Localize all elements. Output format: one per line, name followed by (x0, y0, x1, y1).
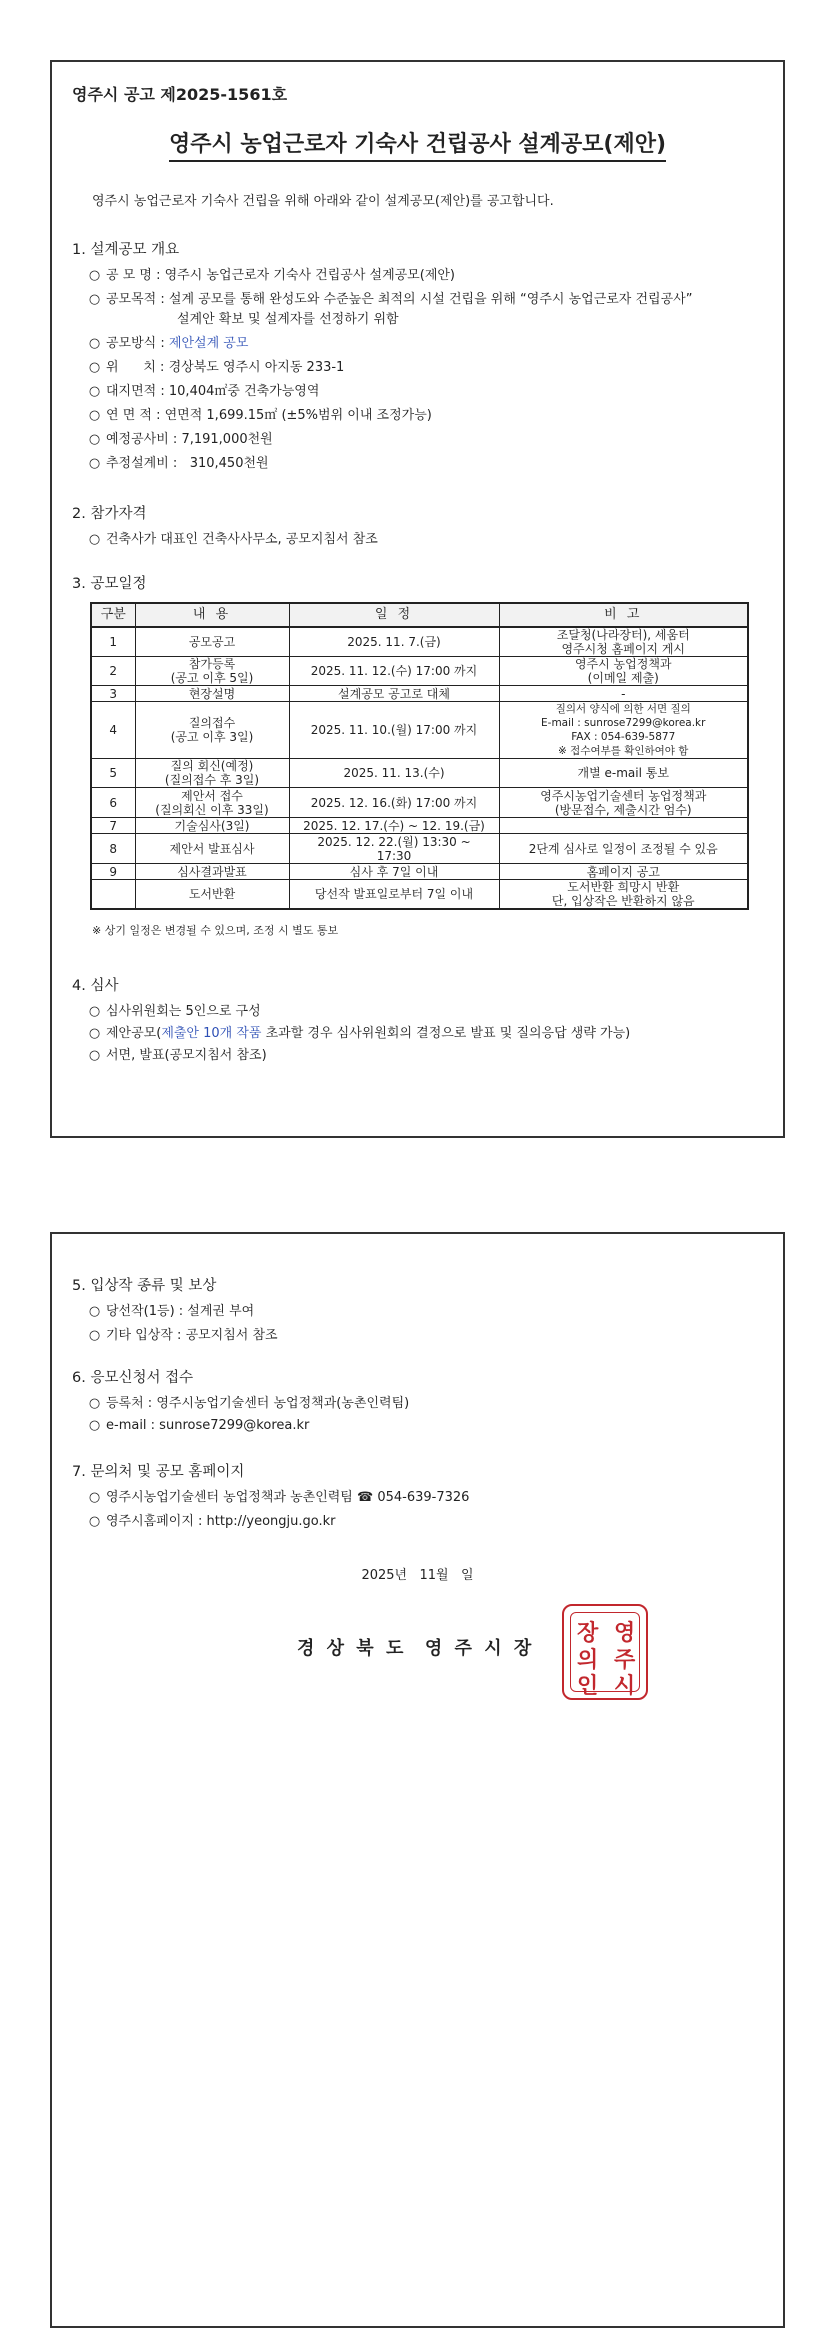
row-remarks-line: 2단계 심사로 일정이 조정될 수 있음 (528, 841, 718, 856)
issue-date: 2025년 11월 일 (361, 1568, 474, 1583)
table-row (91, 788, 748, 818)
row-content-line: 제안서 접수 (181, 788, 243, 803)
overview-item-construction-cost: ○ 예정공사비 : 7,191,000천원 (88, 432, 273, 447)
review-item-proposal: ○ 제안공모(제출안 10개 작품 초과할 경우 심사위원회의 결정으로 발표 및 질의응답 생략 가능) (88, 1026, 631, 1041)
document-page-1 (50, 60, 785, 1138)
overview-item-method: ○ 공모방식 : 제안설계 공모 (88, 336, 249, 351)
section-5-heading: 5. 입상작 종류 및 보상 (72, 1278, 217, 1294)
row-content (135, 702, 289, 759)
row-remarks-line: (이메일 제출) (587, 671, 659, 685)
intro-paragraph: 영주시 농업근로자 기숙사 건립을 위해 아래와 같이 설계공모(제안)를 공고합니다. (92, 194, 554, 209)
row-content-line: 공모공고 (188, 635, 236, 649)
row-content-line: 현장설명 (188, 686, 236, 701)
row-remarks-line: 개별 e-mail 통보 (577, 766, 669, 780)
row-content-line: (질의접수 후 3일) (164, 773, 260, 787)
row-schedule-line: 설계공모 공고로 대체 (338, 686, 450, 701)
row-remarks (499, 627, 748, 657)
table-row (91, 880, 748, 910)
schedule-table (90, 602, 749, 910)
row-schedule (289, 759, 499, 788)
row-remarks-line: ※ 접수여부를 확인하여야 함 (558, 745, 689, 757)
table-row (91, 686, 748, 702)
section-2-heading: 2. 참가자격 (72, 506, 147, 522)
overview-item-location: ○ 위 치 : 경상북도 영주시 아지동 233-1 (88, 360, 345, 375)
table-row (91, 702, 748, 759)
row-content-line: 기술심사(3일) (174, 818, 250, 833)
issuer-name: 경 상 북 도 영 주 시 장 (297, 1638, 535, 1659)
row-schedule-line: 2025. 11. 13.(수) (343, 766, 445, 780)
schedule-footnote: ※ 상기 일정은 변경될 수 있으며, 조정 시 별도 통보 (92, 924, 339, 937)
notice-number: 영주시 공고 제2025-1561호 (72, 85, 288, 104)
review-item-format: ○ 서면, 발표(공모지침서 참조) (88, 1048, 267, 1063)
row-schedule (289, 880, 499, 910)
row-remarks-line: 단, 입상작은 반환하지 않음 (551, 894, 695, 908)
row-remarks-line: FAX : 054-639-5877 (571, 731, 676, 743)
review-item-committee: ○ 심사위원회는 5인으로 구성 (88, 1004, 261, 1019)
table-row (91, 627, 748, 657)
row-content (135, 788, 289, 818)
table-row (91, 657, 748, 686)
row-remarks (499, 788, 748, 818)
eligibility-item: ○ 건축사가 대표인 건축사사무소, 공모지침서 참조 (88, 532, 378, 547)
row-number-line: 9 (109, 864, 118, 879)
row-content (135, 834, 289, 864)
row-schedule-line: 심사 후 7일 이내 (349, 864, 439, 879)
row-number-line: 2 (109, 664, 118, 678)
row-schedule-line: 2025. 12. 22.(월) 13:30 ~ (317, 834, 471, 849)
row-content (135, 657, 289, 686)
row-remarks (499, 818, 748, 834)
seal-char: 시 (614, 1673, 636, 1699)
row-schedule (289, 627, 499, 657)
table-row (91, 759, 748, 788)
document-title (52, 127, 783, 158)
row-number-line: 7 (109, 818, 118, 833)
row-number (91, 834, 135, 864)
row-schedule-line: 당선작 발표일로부터 7일 이내 (314, 887, 474, 901)
row-number-line: 8 (109, 841, 118, 856)
row-remarks-line: 조달청(나라장터), 세움터 (556, 628, 690, 642)
row-number (91, 818, 135, 834)
award-item-other: ○ 기타 입상작 : 공모지침서 참조 (88, 1328, 278, 1343)
row-remarks-line: 홈페이지 공고 (586, 864, 660, 879)
row-remarks (499, 702, 748, 759)
row-schedule (289, 788, 499, 818)
section-7-heading: 7. 문의처 및 공모 홈페이지 (72, 1464, 245, 1480)
row-schedule-line: 2025. 12. 16.(화) 17:00 까지 (310, 795, 478, 810)
row-remarks-line: 영주시 농업정책과 (574, 657, 672, 671)
overview-item-design-fee: ○ 추정설계비 : 310,450천원 (88, 456, 269, 471)
seal-char: 영 (614, 1620, 636, 1646)
row-content-line: 참가등록 (188, 657, 236, 671)
section-3-heading: 3. 공모일정 (72, 576, 147, 592)
table-row (91, 818, 748, 834)
row-schedule (289, 818, 499, 834)
row-schedule (289, 864, 499, 880)
document-page-2 (50, 1232, 785, 2328)
row-content-line: (질의회신 이후 33일) (155, 802, 269, 817)
row-number (91, 686, 135, 702)
row-content-line: 도서반환 (188, 887, 236, 901)
row-number-line: 3 (109, 686, 118, 701)
seal-char: 인 (577, 1673, 599, 1699)
row-number (91, 880, 135, 910)
row-remarks-line: 도서반환 희망시 반환 (567, 880, 680, 894)
row-content (135, 864, 289, 880)
row-content-line: 질의 회신(예정) (170, 759, 254, 773)
row-schedule (289, 657, 499, 686)
overview-item-floor-area: ○ 연 면 적 : 연면적 1,699.15㎡ (±5%범위 이내 조정가능) (88, 408, 432, 423)
section-6-heading: 6. 응모신청서 접수 (72, 1370, 194, 1386)
seal-char: 장 (577, 1620, 599, 1646)
title-text: 영주시 농업근로자 기숙사 건립공사 설계공모(제안) (169, 132, 666, 162)
table-row (91, 864, 748, 880)
row-content-line: 질의접수 (188, 716, 236, 730)
award-item-winner: ○ 당선작(1등) : 설계권 부여 (88, 1304, 255, 1319)
overview-item-site-area: ○ 대지면적 : 10,404㎡중 건축가능영역 (88, 384, 320, 399)
application-item-email: ○ e-mail : sunrose7299@korea.kr (88, 1418, 310, 1433)
row-content-line: 제안서 발표심사 (169, 841, 255, 856)
row-remarks-line: 영주시청 홈페이지 게시 (561, 642, 686, 656)
row-remarks (499, 657, 748, 686)
row-remarks-line: - (621, 686, 626, 701)
overview-item-purpose: ○ 공모목적 : 설계 공모를 통해 완성도와 수준높은 최적의 시설 건립을 위해 “영주시 농업근로자 건립공사” (88, 292, 693, 307)
schedule-header-row (91, 603, 748, 627)
header-schedule: 일 정 (289, 603, 499, 627)
row-content (135, 686, 289, 702)
row-remarks-line: E-mail : sunrose7299@korea.kr (541, 717, 706, 729)
row-content-line: 심사결과발표 (177, 864, 247, 879)
row-content-line: (공고 이후 3일) (170, 730, 254, 744)
overview-item-name: ○ 공 모 명 : 영주시 농업근로자 기숙사 건립공사 설계공모(제안) (88, 268, 456, 283)
section-4-heading: 4. 심사 (72, 978, 119, 994)
row-number (91, 657, 135, 686)
row-remarks (499, 864, 748, 880)
header-remarks: 비 고 (499, 603, 748, 627)
row-number (91, 788, 135, 818)
row-remarks-line: (방문접수, 제출시간 엄수) (554, 802, 692, 817)
row-content (135, 759, 289, 788)
row-remarks (499, 759, 748, 788)
header-content: 내 용 (135, 603, 289, 627)
row-remarks (499, 686, 748, 702)
overview-item-purpose-cont: 설계안 확보 및 설계자를 선정하기 위함 (177, 312, 399, 327)
row-schedule-line: 2025. 11. 12.(수) 17:00 까지 (310, 664, 478, 678)
row-number-line: 5 (109, 766, 118, 780)
row-schedule-line: 2025. 11. 7.(금) (347, 635, 441, 649)
row-schedule-line: 2025. 11. 10.(월) 17:00 까지 (310, 723, 478, 737)
row-number (91, 627, 135, 657)
official-seal (562, 1604, 648, 1700)
seal-char: 주 (614, 1647, 636, 1673)
row-schedule (289, 702, 499, 759)
row-remarks-line: 영주시농업기술센터 농업정책과 (540, 788, 707, 803)
contact-item-phone: ○ 영주시농업기술센터 농업정책과 농촌인력팀 ☎ 054-639-7326 (88, 1490, 470, 1505)
row-remarks (499, 880, 748, 910)
contact-item-homepage: ○ 영주시홈페이지 : http://yeongju.go.kr (88, 1514, 336, 1529)
row-number (91, 759, 135, 788)
table-row (91, 834, 748, 864)
row-remarks-line: 질의서 양식에 의한 서면 질의 (555, 703, 691, 715)
row-schedule-line: 2025. 12. 17.(수) ~ 12. 19.(금) (303, 818, 485, 833)
seal-char: 의 (577, 1647, 599, 1673)
row-number-line: 6 (109, 795, 118, 810)
row-number (91, 702, 135, 759)
row-number (91, 864, 135, 880)
row-number-line: 1 (109, 635, 118, 649)
row-schedule (289, 834, 499, 864)
row-content (135, 880, 289, 910)
application-item-office: ○ 등록처 : 영주시농업기술센터 농업정책과(농촌인력팀) (88, 1396, 410, 1411)
row-number-line: 4 (109, 723, 118, 737)
row-schedule (289, 686, 499, 702)
header-category: 구분 (91, 603, 135, 627)
row-content (135, 627, 289, 657)
section-1-heading: 1. 설계공모 개요 (72, 242, 180, 258)
row-content (135, 818, 289, 834)
row-remarks (499, 834, 748, 864)
row-content-line: (공고 이후 5일) (170, 671, 254, 685)
row-schedule-line: 17:30 (376, 848, 412, 863)
